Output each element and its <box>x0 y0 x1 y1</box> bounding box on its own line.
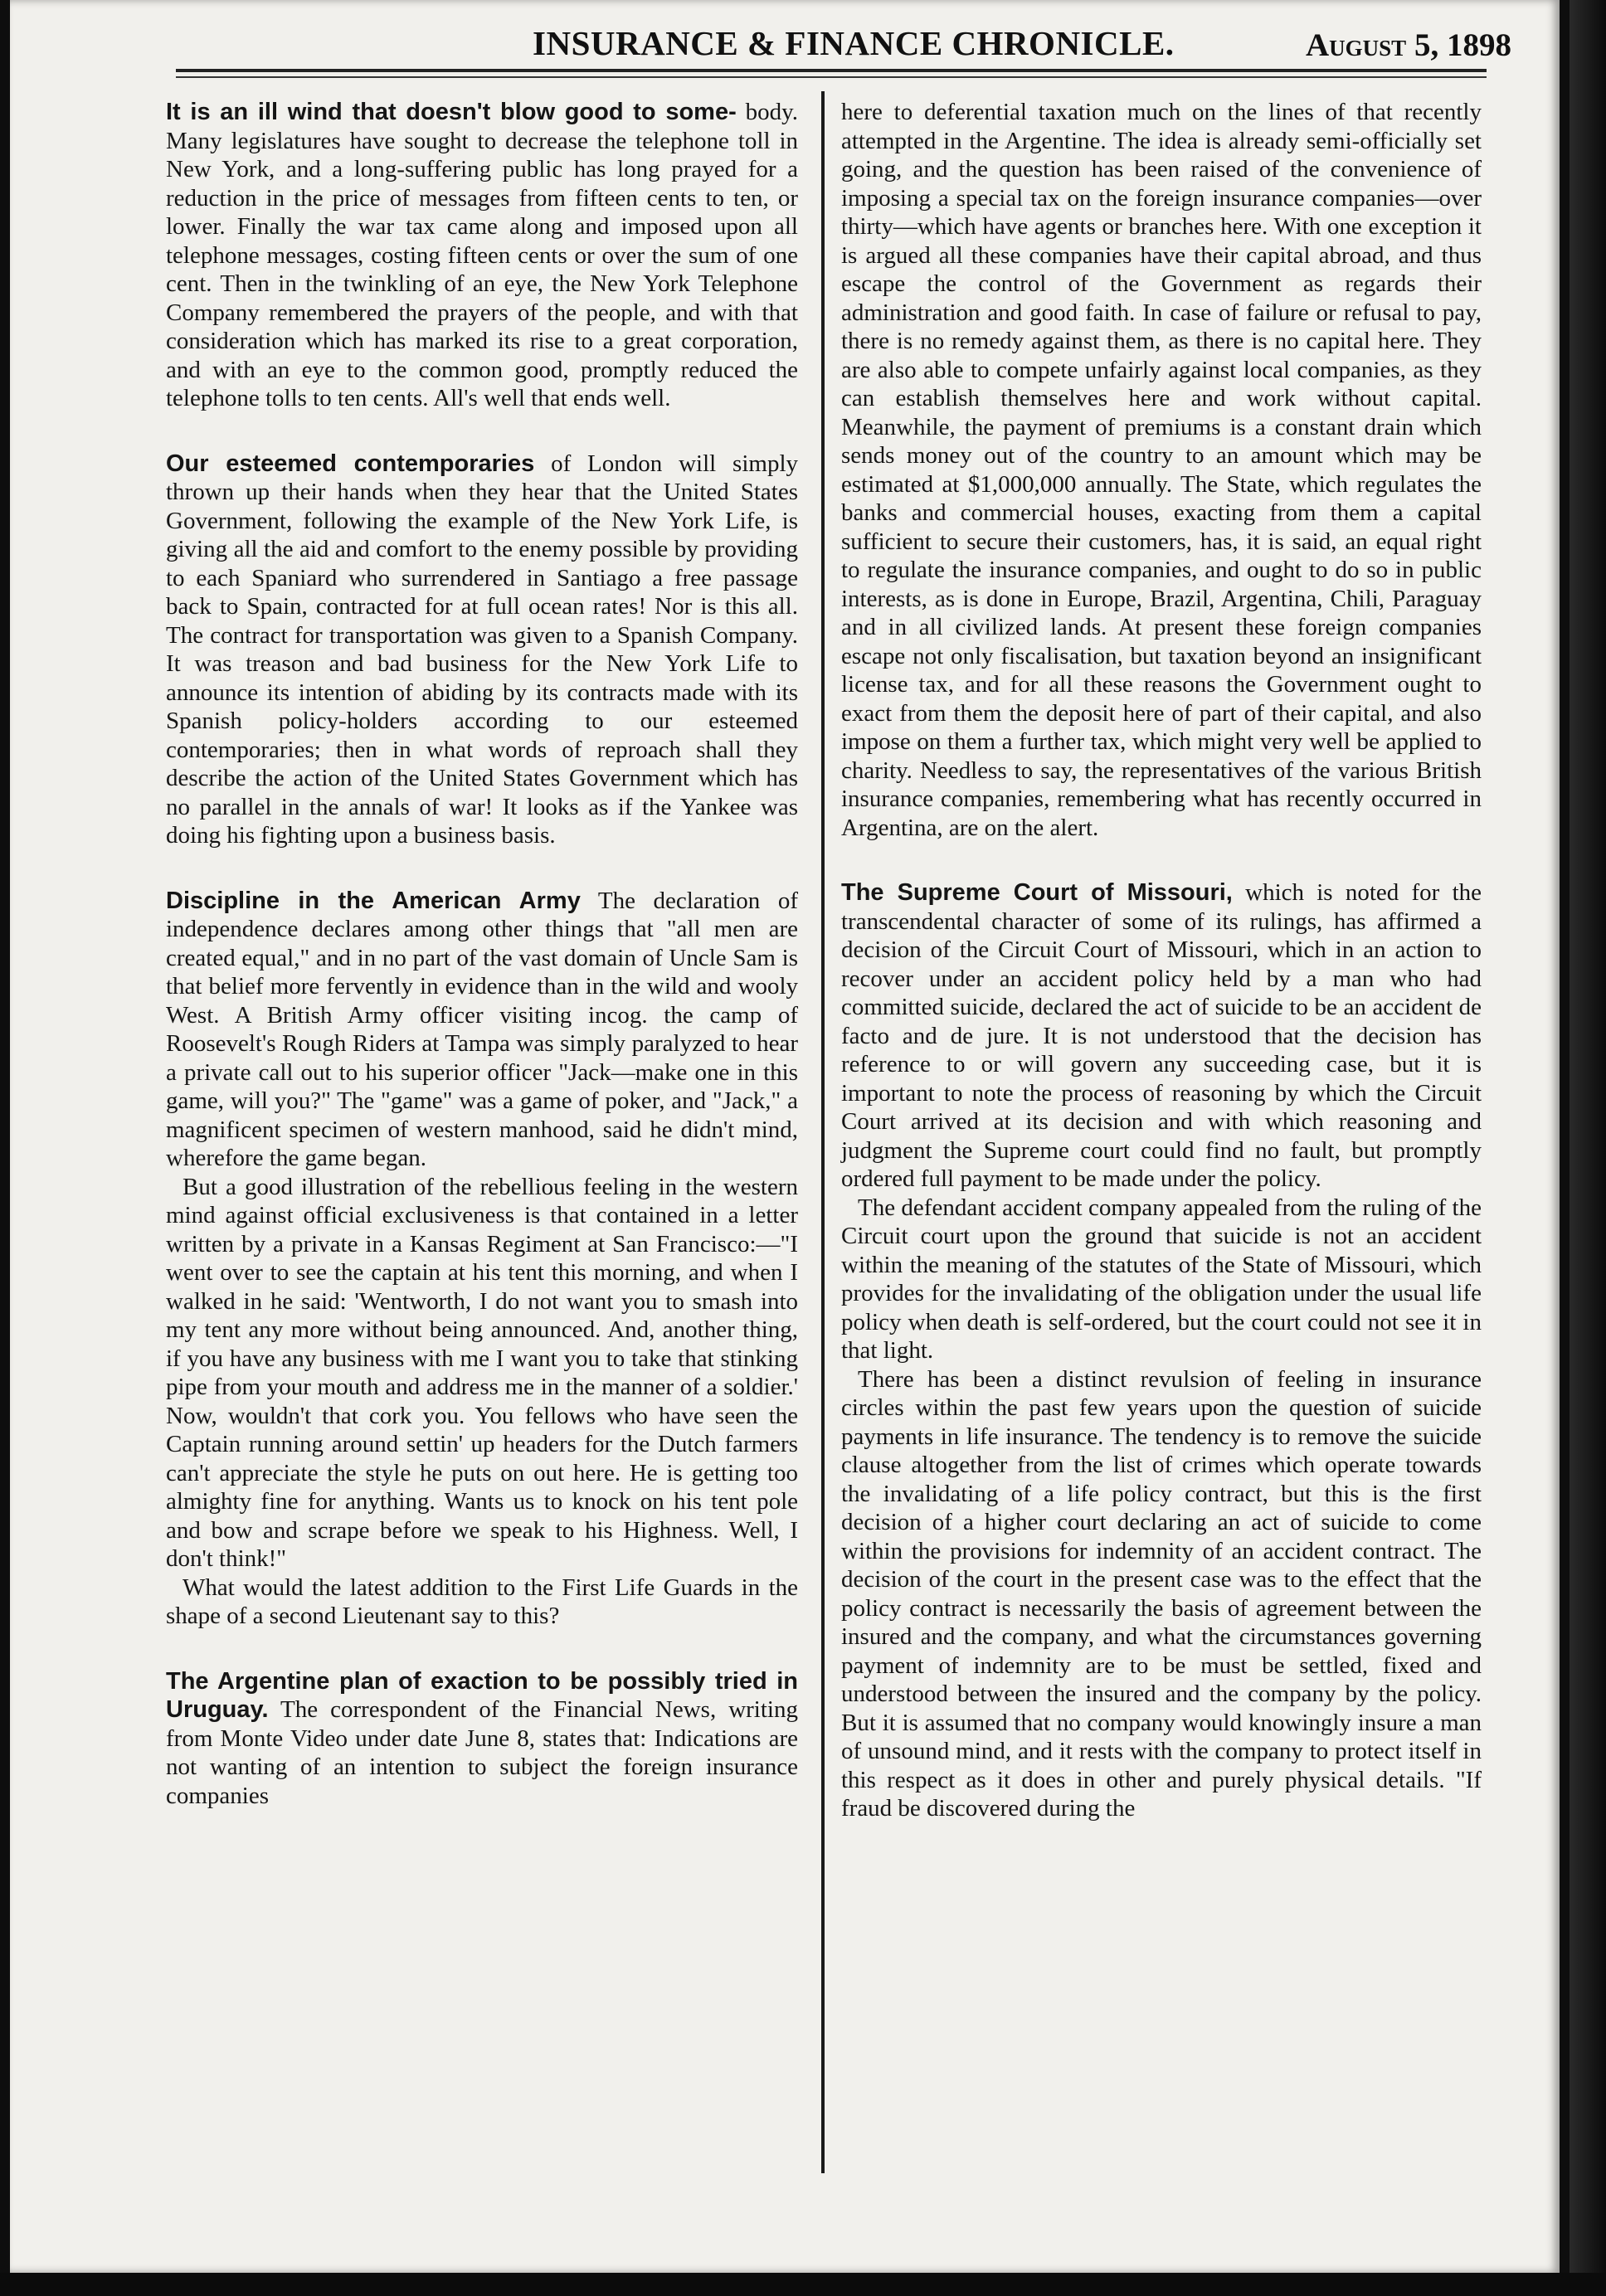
header-rule-thick <box>176 69 1487 72</box>
article-paragraph <box>166 450 798 850</box>
article-esteemed-contemporaries <box>166 450 798 850</box>
article-lead: Our esteemed contemporaries <box>166 450 535 477</box>
article-paragraph <box>841 878 1482 1194</box>
right-column <box>841 98 1482 1860</box>
article-paragraph: The defendant accident company appealed from the ruling of the Circuit court upon the ground that suicide is not an accident within the meaning of the statutes of the State of Missouri, which provides for the invalidating of the obligation under the usual life policy when death is self-ordered, but the court could not see it in that light. <box>841 1194 1482 1364</box>
page-header <box>10 15 1560 65</box>
header-rule-thin <box>176 76 1487 78</box>
article-lead: The Supreme Court of Missouri, <box>841 879 1233 906</box>
article-paragraph: What would the latest addition to the First Life Guards in the shape of a second Lieutenant say to this? <box>166 1574 798 1629</box>
article-paragraph: But a good illustration of the rebellious feeling in the western mind against official exclusiveness is that contained in a letter written by a private in a Kansas Regiment at San Francisco:—"I went over to see the captain at his tent this morning, and when I walked in he said: 'Wentworth, I do not want you to smash into my tent any more without being announced. And, another thing, if you have any business with me I want you to take that stinking pipe from your mouth and address me in the manner of a soldier.' Now, wouldn't that cork you. You fellows who have seen the Captain running around settin' up headers for the Dutch farmers can't appreciate the style he puts on out here. He is getting too almighty fine for anything. Wants us to knock on his tent pole and bow and scrape before we speak to his Highness. Well, I don't think!" <box>166 1173 798 1572</box>
article-missouri-court <box>841 878 1482 1823</box>
article-text: of London will simply thrown up their hands when they hear that the United States Government, following the example of the New York Life, is giving all the aid and comfort to the enemy possible by providing to each Spaniard who surrendered in Santiago a free passage back to Spain, contracted for at full ocean rates! Nor is this all. The contract for transportation was given to a Spanish Company. It was treason and bad business for the New York Life to announce its intention of abiding by its contracts made with its Spanish policy-holders according to our esteemed contemporaries; then in what words of reproach shall they describe the action of the United States Government which has no parallel in the annals of war! It looks as if the Yankee was doing his fighting upon a business basis. <box>166 450 799 849</box>
issue-date: August 5, 1898 <box>1306 27 1511 63</box>
page-bottom-edge <box>0 2273 1606 2296</box>
article-lead: Discipline in the American Army <box>166 887 581 914</box>
article-army-discipline <box>166 887 798 1631</box>
article-paragraph: There has been a distinct revulsion of feeling in insurance circles within the past few years upon the question of suicide payments in life insurance. The tendency is to remove the suicide clause altogether from the list of crimes which operate towards the invalidating of a life policy contract, but this is the first decision of a higher court declaring an act of suicide to come within the provisions for indemnity of an accident contract. The decision of the court in the present case was to the effect that the policy contract is necessarily the basis of agreement between the insured and the company, and what the circumstances governing payment of indemnity are to be must be settled, fixed and understood between the insured and the company by the policy. But it is assumed that no company would knowingly insure a man of unsound mind, and it rests with the company to protect itself in this respect as it does in other and purely physical details. "If fraud be discovered during the <box>841 1365 1482 1822</box>
article-paragraph: here to deferential taxation much on the lines of that recently attempted in the Argentine. The idea is already semi-officially set going, and the question has been raised of the convenience of imposing a special tax on the foreign insurance companies—over thirty—which have agents or branches here. With one exception it is argued all these companies have their capital abroad, and thus escape the control of the Government as regards their administration and good faith. In case of failure or refusal to pay, there is no remedy against them, as there is no capital here. They are also able to compete unfairly against local companies, as they can establish themselves here and work without capital. Meanwhile, the payment of premiums is a constant drain which sends money out of the country to an amount which may be estimated at $1,000,000 annually. The State, which regulates the banks and commercial houses, exacting from them a capital sufficient to secure their customers, has, it is said, an equal right to regulate the insurance companies, and ought to do so in public interests, as is done in Europe, Brazil, Argentina, Chili, Paraguay and in all civilized lands. At present these foreign companies escape not only fiscalisation, but taxation beyond an insignificant license tax, and for all these reasons the Government ought to exact from them the deposit here of part of their capital, and also impose on them a further tax, which might very well be applied to charity. Needless to say, the representatives of the various British insurance companies, remembering what has recently occurred in Argentina, are on the alert. <box>841 99 1482 841</box>
article-lead: It is an ill wind that doesn't blow good to some- <box>166 99 737 125</box>
article-text: which is noted for the transcendental character of some of its rulings, has affirmed a decision of the Circuit Court of Missouri, which in an action to recover under an accident policy held by a man who had committed suicide, declared the act of suicide to be an accident de facto and de jure. It is not understood that the decision has reference to or will govern any succeeding case, but it is important to note the process of reasoning by which the Circuit Court arrived at its decision and with which reasoning and judgment the Supreme court could find no fault, but promptly ordered full payment to be made under the policy. <box>841 879 1482 1192</box>
publication-title: INSURANCE & FINANCE CHRONICLE. <box>533 24 1175 62</box>
page-shadow-edge <box>1570 0 1606 2296</box>
article-text: body. Many legislatures have sought to decrease the telephone toll in New York, and a long-suffering public has long prayed for a reduction in the price of messages from fifteen cents to ten, or lower. Finally the war tax came along and imposed upon all telephone messages, costing fifteen cents or over the sum of one cent. Then in the twinkling of an eye, the New York Telephone Company remembered the prayers of the people, and with that consideration which has marked its rise to a great corporation, and with an eye to the common good, promptly reduced the telephone tolls to ten cents. All's well that ends well. <box>166 99 798 411</box>
article-lead: The Argentine plan of exaction to be possibly tried in Uruguay. <box>166 1667 798 1723</box>
article-text: The correspondent of the Financial News, writing from Monte Video under date June 8, states that: Indications are not wanting of an intention to subject the foreign insurance companies <box>166 1696 798 1809</box>
article-paragraph <box>166 1667 798 1811</box>
article-argentine-plan <box>166 1667 798 1811</box>
article-text: The declaration of independence declares among other things that "all men are created equal," and in no part of the vast domain of Uncle Sam is that belief more fervently in evidence than in the wild and wooly West. A British Army officer visiting incog. the camp of Roosevelt's Rough Riders at Tampa was simply paralyzed to hear a private call out to his superior officer "Jack—make one in this game, will you?" The "game" was a game of poker, and "Jack," a magnificent specimen of western manhood, said he didn't mind, wherefore the game began. <box>166 887 799 1171</box>
article-argentine-plan-continued <box>841 98 1482 842</box>
article-paragraph <box>166 98 798 413</box>
column-divider <box>821 91 825 2173</box>
article-telephone-tolls <box>166 98 798 413</box>
newspaper-page <box>10 0 1560 2273</box>
left-column <box>166 98 798 1846</box>
article-paragraph <box>166 887 798 1173</box>
